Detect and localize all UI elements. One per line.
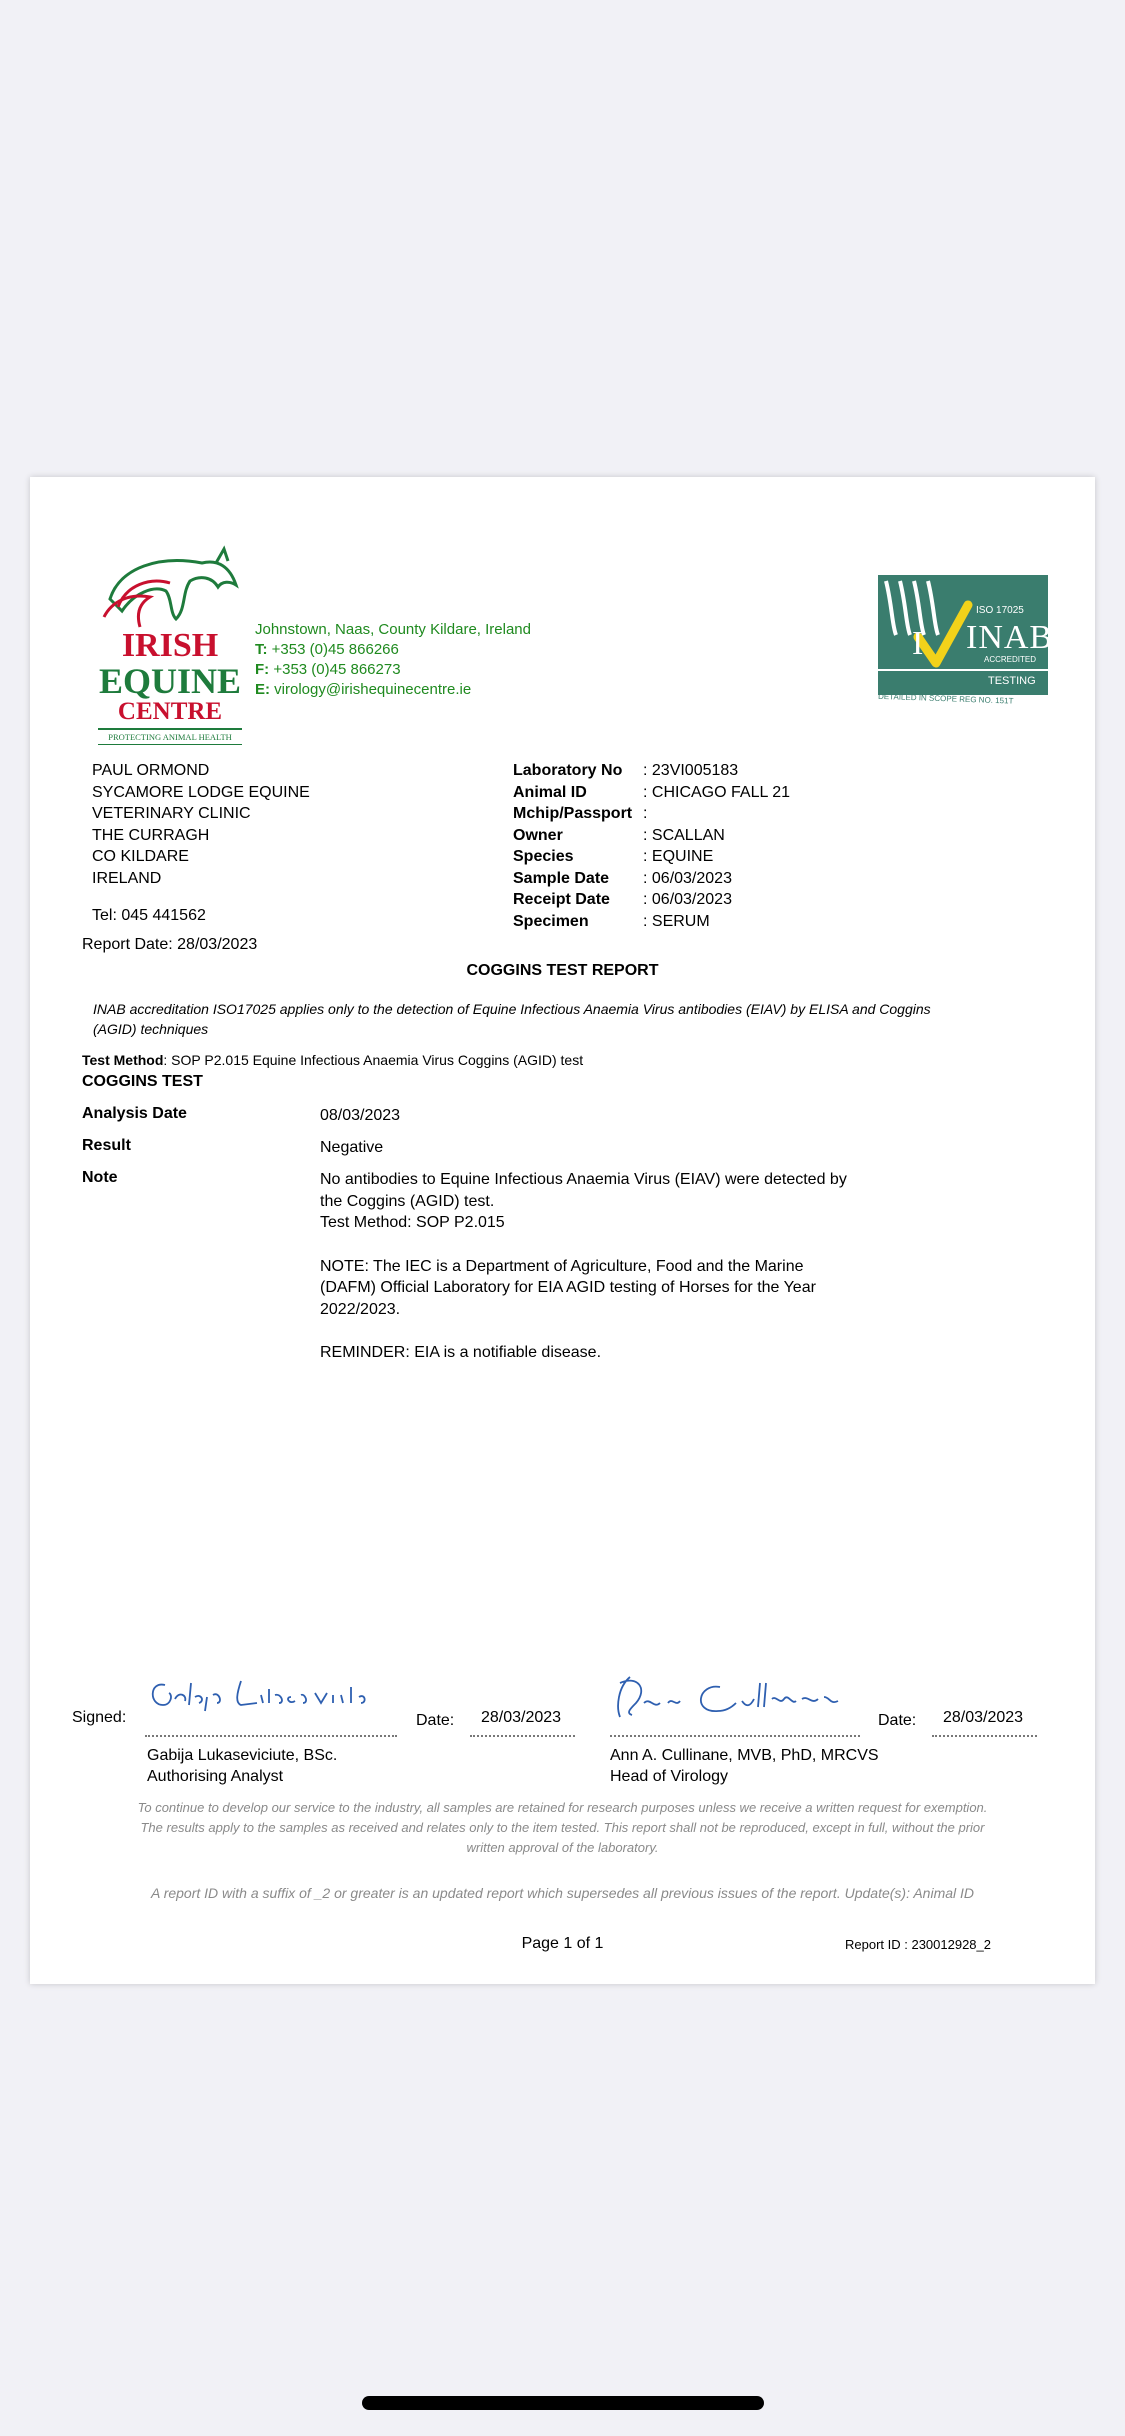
date-label-2: Date: bbox=[878, 1712, 917, 1729]
detail-row bbox=[513, 911, 790, 933]
email-value[interactable]: virology@irishequinecentre.ie bbox=[274, 681, 472, 698]
email-label: E: bbox=[255, 681, 270, 698]
horse-logo-icon bbox=[90, 537, 250, 629]
report-date: Report Date: 28/03/2023 bbox=[82, 936, 258, 953]
detail-value: : bbox=[643, 805, 648, 822]
section-title: COGGINS TEST bbox=[82, 1073, 203, 1090]
recipient-line: THE CURRAGH bbox=[92, 826, 210, 844]
report-title: COGGINS TEST REPORT bbox=[466, 962, 659, 979]
test-method-label: Test Method bbox=[82, 1052, 164, 1068]
analysis-date-value: 08/03/2023 bbox=[320, 1107, 401, 1124]
note-line: Test Method: SOP P2.015 bbox=[320, 1214, 505, 1231]
report-id: Report ID : 230012928_2 bbox=[845, 1937, 991, 1952]
signatory-1-name: Gabija Lukaseviciute, BSc. bbox=[147, 1747, 338, 1764]
result-value: Negative bbox=[320, 1139, 384, 1156]
result-label: Result bbox=[82, 1137, 131, 1154]
sample-details bbox=[513, 760, 790, 932]
detail-row bbox=[513, 803, 790, 825]
detail-row bbox=[513, 782, 790, 804]
signed-label: Signed: bbox=[72, 1709, 127, 1726]
inab-iso: ISO 17025 bbox=[976, 605, 1024, 616]
report-page bbox=[30, 477, 1095, 1984]
date-line-1 bbox=[470, 1735, 575, 1737]
note-line: NOTE: The IEC is a Department of Agriculture, Food and the Marine bbox=[320, 1257, 804, 1275]
note-reminder: REMINDER: EIA is a notifiable disease. bbox=[320, 1344, 602, 1361]
detail-row bbox=[513, 760, 790, 782]
detail-row bbox=[513, 825, 790, 847]
note-label: Note bbox=[82, 1169, 118, 1186]
date-value-2: 28/03/2023 bbox=[943, 1709, 1024, 1726]
note-text bbox=[320, 1169, 880, 1386]
fax-value: +353 (0)45 866273 bbox=[273, 661, 401, 678]
detail-key: Sample Date bbox=[513, 869, 610, 887]
recipient-address bbox=[92, 760, 310, 889]
test-method bbox=[82, 1052, 583, 1068]
disclaimer-line: written approval of the laboratory. bbox=[466, 1840, 659, 1855]
detail-key: Laboratory No bbox=[513, 762, 623, 779]
signature-2 bbox=[608, 1673, 888, 1723]
phone-label: T: bbox=[255, 641, 268, 658]
brand-line2: EQUINE bbox=[98, 661, 242, 701]
handwritten-signature-icon bbox=[608, 1673, 888, 1723]
detail-row bbox=[513, 846, 790, 868]
fax-label: F: bbox=[255, 661, 270, 678]
note-line: 2022/2023. bbox=[320, 1300, 401, 1318]
detail-value: : SCALLAN bbox=[643, 826, 725, 844]
detail-key: Receipt Date bbox=[513, 891, 610, 908]
report-id-notice: A report ID with a suffix of _2 or greater is an updated report which supersedes all previous issues of the report. Update(s): Animal ID bbox=[150, 1885, 975, 1901]
inab-testing: TESTING bbox=[988, 675, 1036, 687]
date-label-1: Date: bbox=[416, 1712, 455, 1729]
inab-scope: DETAILED IN SCOPE REG NO. 151T bbox=[877, 691, 1014, 706]
signature-line-2 bbox=[610, 1735, 860, 1737]
date-value-1: 28/03/2023 bbox=[481, 1709, 562, 1726]
detail-value: : 06/03/2023 bbox=[643, 869, 732, 887]
recipient-line: CO KILDARE bbox=[92, 848, 189, 865]
detail-value: : 06/03/2023 bbox=[643, 891, 732, 908]
recipient-line: SYCAMORE LODGE EQUINE bbox=[92, 783, 310, 801]
note-line: (DAFM) Official Laboratory for EIA AGID testing of Horses for the Year bbox=[320, 1279, 816, 1296]
brand-line1: IRISH bbox=[121, 627, 219, 664]
phone-value: +353 (0)45 866266 bbox=[271, 641, 399, 658]
disclaimer bbox=[30, 1798, 1095, 1858]
test-method-value: : SOP P2.015 Equine Infectious Anaemia Virus Coggins (AGID) test bbox=[163, 1052, 584, 1068]
signature-line-1 bbox=[145, 1735, 397, 1737]
detail-key: Mchip/Passport bbox=[513, 805, 633, 822]
detail-key: Animal ID bbox=[513, 783, 587, 801]
brand-line3: CENTRE bbox=[117, 698, 223, 725]
contact-block bbox=[255, 620, 531, 700]
accreditation-note: INAB accreditation ISO17025 applies only to the detection of Equine Infectious Anaemia Virus antibodies (EIAV) by ELISA and Coggins (AGID) techniques bbox=[93, 1001, 931, 1037]
date-line-2 bbox=[932, 1735, 1037, 1737]
analysis-date-label: Analysis Date bbox=[82, 1105, 187, 1122]
detail-value: : SERUM bbox=[643, 912, 710, 930]
detail-key: Species bbox=[513, 848, 574, 865]
contact-address: Johnstown, Naas, County Kildare, Ireland bbox=[255, 621, 531, 638]
signatory-2-name: Ann A. Cullinane, MVB, PhD, MRCVS bbox=[610, 1747, 879, 1764]
detail-row bbox=[513, 889, 790, 911]
home-indicator[interactable] bbox=[362, 2396, 764, 2410]
inab-accredited: ACCREDITED bbox=[984, 655, 1037, 664]
signatory-2 bbox=[610, 1745, 879, 1787]
brand-tagline: PROTECTING ANIMAL HEALTH bbox=[98, 728, 242, 745]
signatory-2-role: Head of Virology bbox=[610, 1768, 728, 1785]
page-number: Page 1 of 1 bbox=[521, 1935, 604, 1952]
irish-equine-centre-logo bbox=[90, 537, 250, 742]
detail-value: : CHICAGO FALL 21 bbox=[643, 783, 791, 801]
disclaimer-line: To continue to develop our service to the industry, all samples are retained for research purposes unless we receive a written request for exemption. bbox=[137, 1800, 988, 1815]
detail-row bbox=[513, 868, 790, 890]
detail-value: : EQUINE bbox=[643, 848, 714, 865]
signatory-1 bbox=[147, 1745, 337, 1787]
recipient-tel: Tel: 045 441562 bbox=[92, 907, 206, 924]
recipient-line: PAUL ORMOND bbox=[92, 762, 210, 779]
note-line: No antibodies to Equine Infectious Anaemia Virus (EIAV) were detected by bbox=[320, 1171, 847, 1188]
detail-key: Specimen bbox=[513, 912, 589, 930]
recipient-line: VETERINARY CLINIC bbox=[92, 805, 251, 822]
recipient-line: IRELAND bbox=[92, 869, 162, 887]
disclaimer-line: The results apply to the samples as received and relates only to the item tested. This report shall not be reproduced, except in full, without the prior bbox=[140, 1820, 985, 1835]
inab-name: INAB bbox=[966, 619, 1054, 656]
detail-key: Owner bbox=[513, 826, 563, 844]
signature-1 bbox=[145, 1675, 425, 1711]
signatory-1-role: Authorising Analyst bbox=[147, 1768, 284, 1785]
detail-value: : 23VI005183 bbox=[643, 762, 739, 779]
note-line: the Coggins (AGID) test. bbox=[320, 1192, 495, 1210]
handwritten-signature-icon bbox=[145, 1675, 425, 1715]
inab-accreditation-logo: I ISO 17025 INAB ACCREDITED TESTING DETAILED IN SCOPE REG NO. 151T bbox=[878, 575, 1058, 705]
